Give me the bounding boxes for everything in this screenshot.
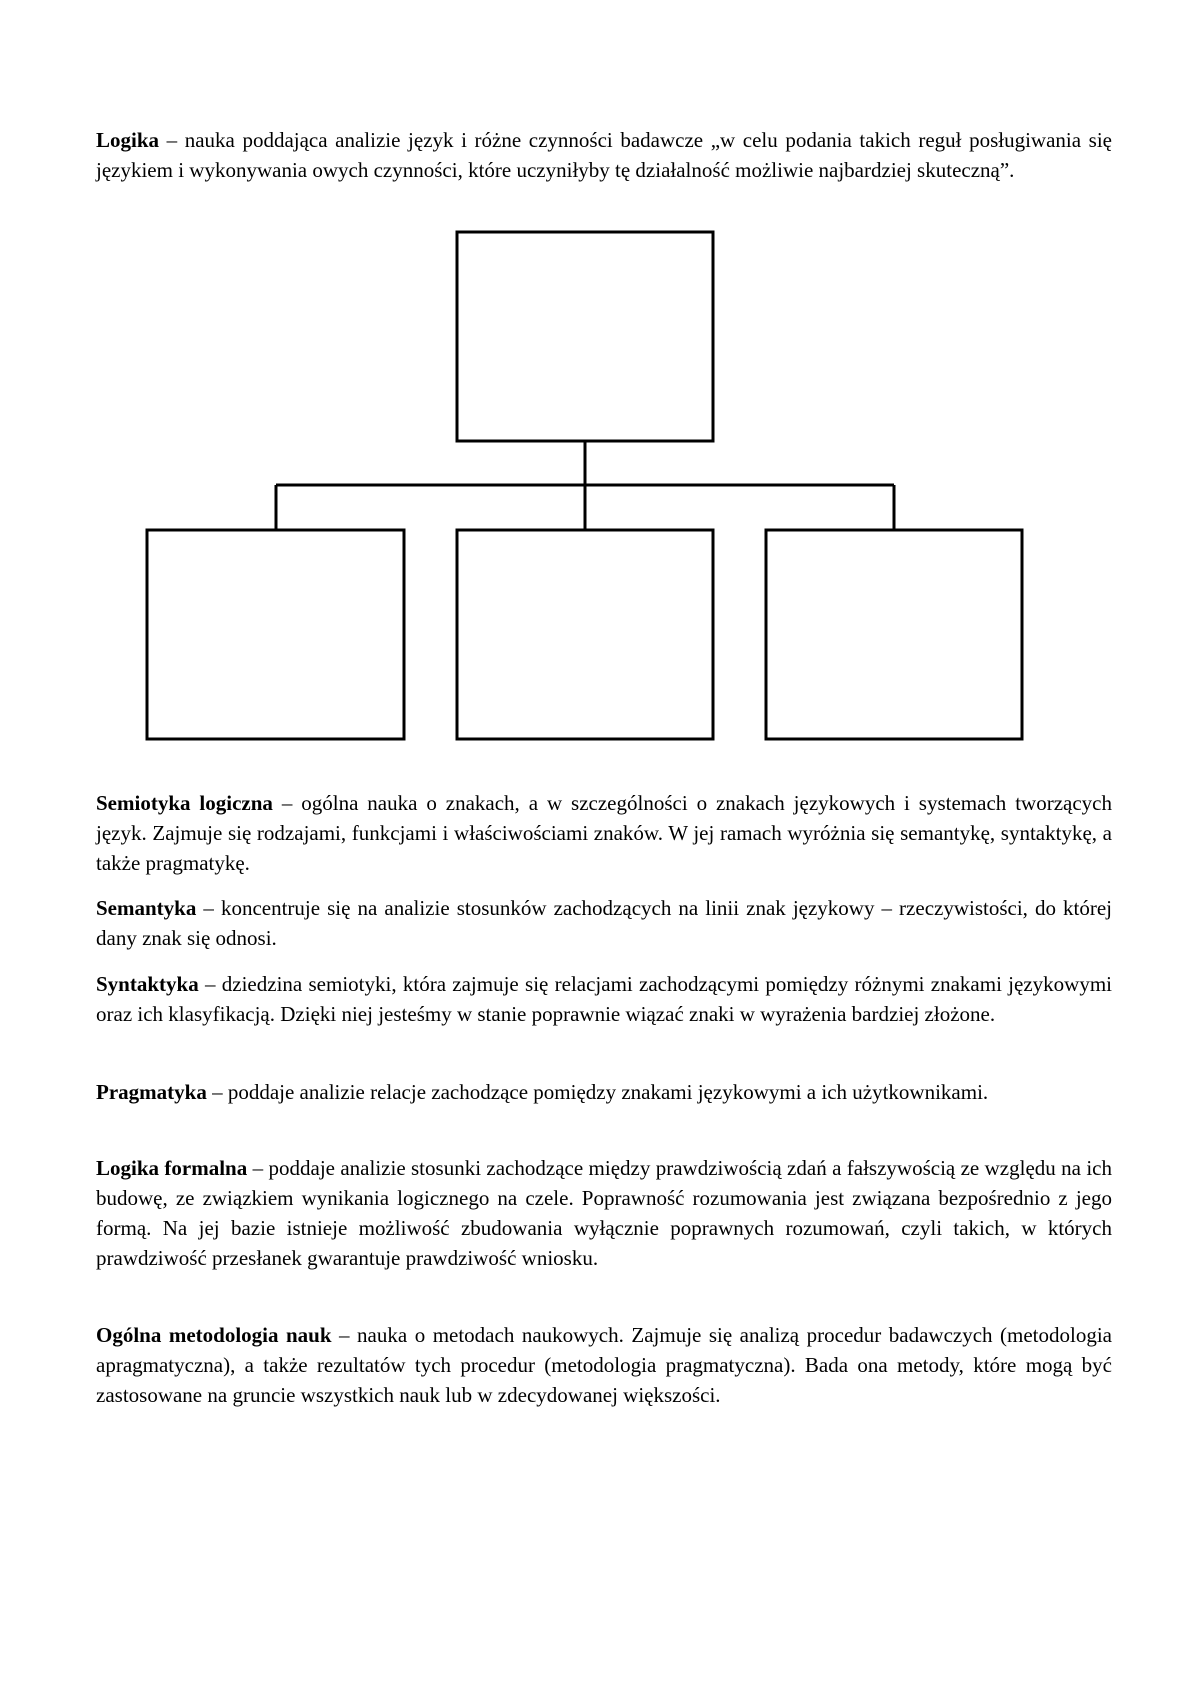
diagram-child-box-right <box>766 530 1022 739</box>
definition-semantyka <box>96 893 1112 953</box>
definition-text: – poddaje analizie stosunki zachodzące między prawdziwością zdań a fałszywością ze względu na ich budowę, ze związkiem wynikania logicznego na czele. Poprawność rozumowania jest związana bezpośrednio z jego formą. Na jej bazie istnieje możliwość zbudowania wyłącznie poprawnych rozumowań, czyli takich, w których prawdziwość przesłanek gwarantuje prawdziwość wniosku. <box>96 1156 1113 1270</box>
diagram-child-box-center <box>457 530 713 739</box>
intro-term: Logika <box>96 128 160 152</box>
definition-pragmatyka <box>96 1077 1112 1107</box>
intro-text: – nauka poddająca analizie język i różne czynności badawcze „w celu podania takich reguł posługiwania się językiem i wykonywania owych czynności, które uczyniłyby tę działalność możliwie najbardziej skuteczną”. <box>96 128 1112 182</box>
diagram-root-box <box>457 232 713 441</box>
definition-logika-formalna <box>96 1153 1112 1273</box>
definition-text: – dziedzina semiotyki, która zajmuje się relacjami zachodzącymi pomiędzy różnymi znakami językowymi oraz ich klasyfikacją. Dzięki niej jesteśmy w stanie poprawnie wiązać znaki w wyrażenia bardziej złożone. <box>96 972 1112 1026</box>
definition-text: – koncentruje się na analizie stosunków zachodzących na linii znak językowy – rzeczywistości, do której dany znak się odnosi. <box>96 896 1112 950</box>
definition-term: Pragmatyka <box>96 1080 207 1104</box>
definition-metodologia <box>96 1320 1112 1410</box>
definition-term: Syntaktyka <box>96 972 199 996</box>
definition-term: Logika formalna <box>96 1156 248 1180</box>
definition-term: Semiotyka logiczna <box>96 791 273 815</box>
definition-text: – ogólna nauka o znakach, a w szczególności o znakach językowych i systemach tworzących język. Zajmuje się rodzajami, funkcjami i właściwościami znaków. W jej ramach wyróżnia się semantykę, syntaktykę, a także pragmatykę. <box>96 791 1112 875</box>
definition-term: Semantyka <box>96 896 197 920</box>
definition-text: – poddaje analizie relacje zachodzące pomiędzy znakami językowymi a ich użytkownikami. <box>206 1080 989 1104</box>
diagram-child-box-left <box>147 530 404 739</box>
definition-text: – nauka o metodach naukowych. Zajmuje się analizą procedur badawczych (metodologia apragmatyczna), a także rezultatów tych procedur (metodologia pragmatyczna). Bada ona metody, które mogą być zastosowane na gruncie wszystkich nauk lub w zdecydowanej większości. <box>96 1323 1112 1407</box>
hierarchy-diagram <box>0 0 1200 760</box>
definition-syntaktyka <box>96 969 1112 1029</box>
definition-semiotyka <box>96 788 1112 878</box>
definition-term: Ogólna metodologia nauk <box>96 1323 332 1347</box>
